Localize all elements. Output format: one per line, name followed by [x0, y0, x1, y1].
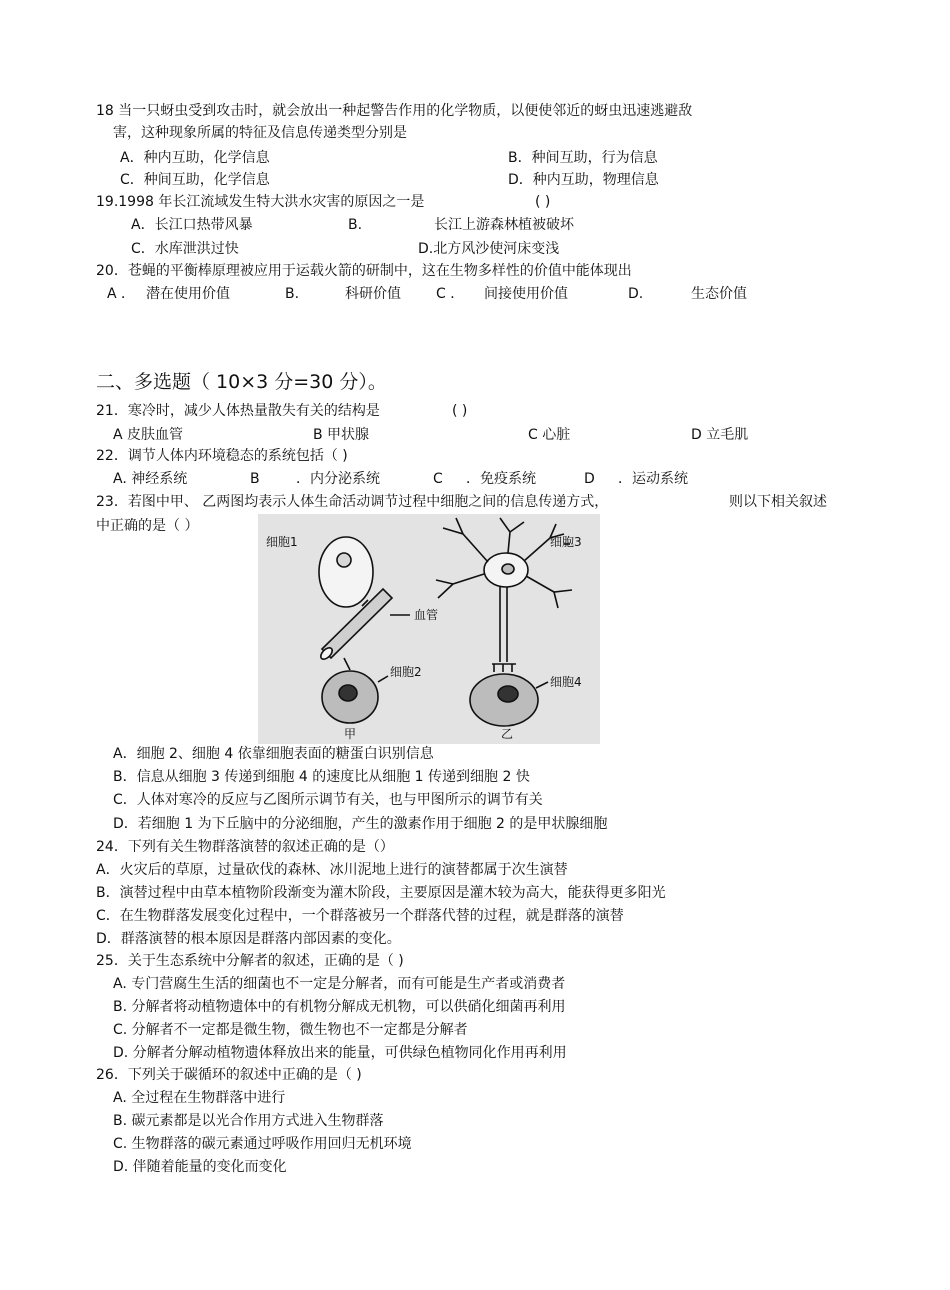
q26-stem: 26．下列关于碳循环的叙述中正确的是（ ): [96, 1067, 362, 1083]
q18-option-d: D．种内互助，物理信息: [508, 172, 659, 188]
q25-option-a: A. 专门营腐生生活的细菌也不一定是分解者，而有可能是生产者或消费者: [113, 976, 566, 992]
q21-option-b: B 甲状腺: [313, 427, 370, 443]
q23-option-a: A．细胞 2、细胞 4 依靠细胞表面的糖蛋白识别信息: [113, 746, 434, 762]
cell2-label: 细胞2: [390, 665, 422, 679]
q22-option-d: ．运动系统: [618, 471, 688, 487]
q21-answer-paren: ( ): [452, 403, 468, 419]
q21-option-d: D 立毛肌: [691, 427, 749, 443]
q23-option-c: C．人体对寒冷的反应与乙图所示调节有关，也与甲图所示的调节有关: [113, 792, 543, 808]
cell2-label-leader: [378, 676, 388, 682]
q18-option-b: B．种间互助，行为信息: [508, 150, 658, 166]
q22-option-b-label: B: [250, 471, 260, 487]
q23-stem-line2: 中正确的是（ ）: [96, 518, 199, 534]
cell3-nucleus: [502, 564, 514, 574]
q23-option-b: B．信息从细胞 3 传递到细胞 4 的速度比从细胞 1 传递到细胞 2 快: [113, 769, 530, 785]
cell4-nucleus: [498, 686, 518, 702]
q20-option-d: 生态价值: [691, 286, 747, 302]
q18-option-c: C．种间互助，化学信息: [120, 172, 270, 188]
q23-stem-line1-end: 则以下相关叙述: [729, 494, 827, 510]
q22-option-c: ．免疫系统: [466, 471, 536, 487]
figure-jia-label: 甲: [344, 727, 357, 741]
cell4-label: 细胞4: [550, 675, 582, 689]
q19-option-b-label: B.: [348, 217, 363, 233]
q26-option-c: C. 生物群落的碳元素通过呼吸作用回归无机环境: [113, 1136, 412, 1152]
q22-option-a: A. 神经系统: [113, 471, 188, 487]
cell2-nucleus: [339, 685, 357, 701]
q26-option-a: A. 全过程在生物群落中进行: [113, 1090, 286, 1106]
q24-option-c: C．在生物群落发展变化过程中，一个群落被另一个群落代替的过程，就是群落的演替: [96, 908, 624, 924]
q20-option-b: 科研价值: [345, 286, 401, 302]
vessel-label: 血管: [414, 608, 439, 622]
axon-terminal: [492, 664, 516, 672]
q24-option-b: B．演替过程中由草本植物阶段渐变为灌木阶段，主要原因是灌木较为高大，能获得更多阳光: [96, 885, 666, 901]
cell1-label: 细胞1: [266, 535, 298, 549]
q24-option-d: D．群落演替的根本原因是群落内部因素的变化。: [96, 931, 401, 947]
q19-stem: 19.1998 年长江流域发生特大洪水灾害的原因之一是: [96, 194, 425, 210]
q20-option-d-label: D.: [628, 286, 644, 302]
q26-option-b: B. 碳元素都是以光合作用方式进入生物群落: [113, 1113, 384, 1129]
q26-option-d: D. 伴随着能量的变化而变化: [113, 1159, 287, 1175]
q19-option-c: C．水库泄洪过快: [131, 241, 239, 257]
figure-jia-endocrine: [319, 537, 410, 723]
q22-option-b: ．内分泌系统: [296, 471, 380, 487]
q25-stem: 25．关于生态系统中分解者的叙述，正确的是（ ): [96, 953, 404, 969]
q24-option-a: A．火灾后的草原，过量砍伐的森林、冰川泥地上进行的演替都属于次生演替: [96, 862, 568, 878]
q21-option-a: A 皮肤血管: [113, 427, 184, 443]
section-heading-multiple-choice: 二、多选题（ 10×3 分=30 分）。: [96, 371, 387, 393]
q24-stem: 24．下列有关生物群落演替的叙述正确的是（）: [96, 839, 394, 855]
q25-option-b: B. 分解者将动植物遗体中的有机物分解成无机物，可以供硝化细菌再利用: [113, 999, 566, 1015]
q25-option-d: D. 分解者分解动植物遗体释放出来的能量，可供绿色植物同化作用再利用: [113, 1045, 567, 1061]
q25-option-c: C. 分解者不一定都是微生物，微生物也不一定都是分解者: [113, 1022, 468, 1038]
cell1-nucleus: [337, 553, 351, 567]
q20-option-c: 间接使用价值: [484, 286, 568, 302]
q19-option-d: D.北方风沙使河床变浅: [418, 241, 560, 257]
cell1-shape: [319, 537, 373, 607]
q18-stem-line2: 害，这种现象所属的特征及信息传递类型分别是: [113, 125, 407, 141]
q18-stem-line1: 18 当一只蚜虫受到攻击时，就会放出一种起警告作用的化学物质，以便使邻近的蚜虫迅速逃避敌: [96, 103, 693, 119]
q21-option-c: C 心脏: [528, 427, 571, 443]
q20-stem: 20．苍蝇的平衡棒原理被应用于运载火箭的研制中，这在生物多样性的价值中能体现出: [96, 263, 632, 279]
q21-stem: 21．寒冷时，减少人体热量散失有关的结构是: [96, 403, 380, 419]
q20-option-a: 潜在使用价值: [146, 286, 230, 302]
cell4-label-leader: [536, 682, 548, 688]
q20-option-c-label: C ．: [436, 286, 465, 302]
q23-stem-line1: 23．若图中甲、 乙两图均表示人体生命活动调节过程中细胞之间的信息传递方式，: [96, 494, 609, 510]
q19-option-b: 长江上游森林植被破坏: [434, 217, 574, 233]
q20-option-b-label: B.: [285, 286, 300, 302]
q19-answer-paren: ( ): [535, 194, 551, 210]
q19-option-a: A．长江口热带风暴: [131, 217, 253, 233]
q20-option-a-label: A ．: [107, 286, 136, 302]
q18-option-a: A．种内互助，化学信息: [120, 150, 270, 166]
cell3-label: 细胞3: [550, 535, 582, 549]
figure-yi-neuron: [436, 518, 572, 726]
arrow-to-cell2: [344, 658, 350, 670]
q22-stem: 22．调节人体内环境稳态的系统包括（ ): [96, 448, 348, 464]
cell-signaling-figure: [258, 514, 600, 744]
q22-option-c-label: C: [433, 471, 443, 487]
figure-yi-label: 乙: [501, 727, 514, 741]
q23-option-d: D．若细胞 1 为下丘脑中的分泌细胞，产生的激素作用于细胞 2 的是甲状腺细胞: [113, 816, 608, 832]
q22-option-d-label: D: [584, 471, 595, 487]
